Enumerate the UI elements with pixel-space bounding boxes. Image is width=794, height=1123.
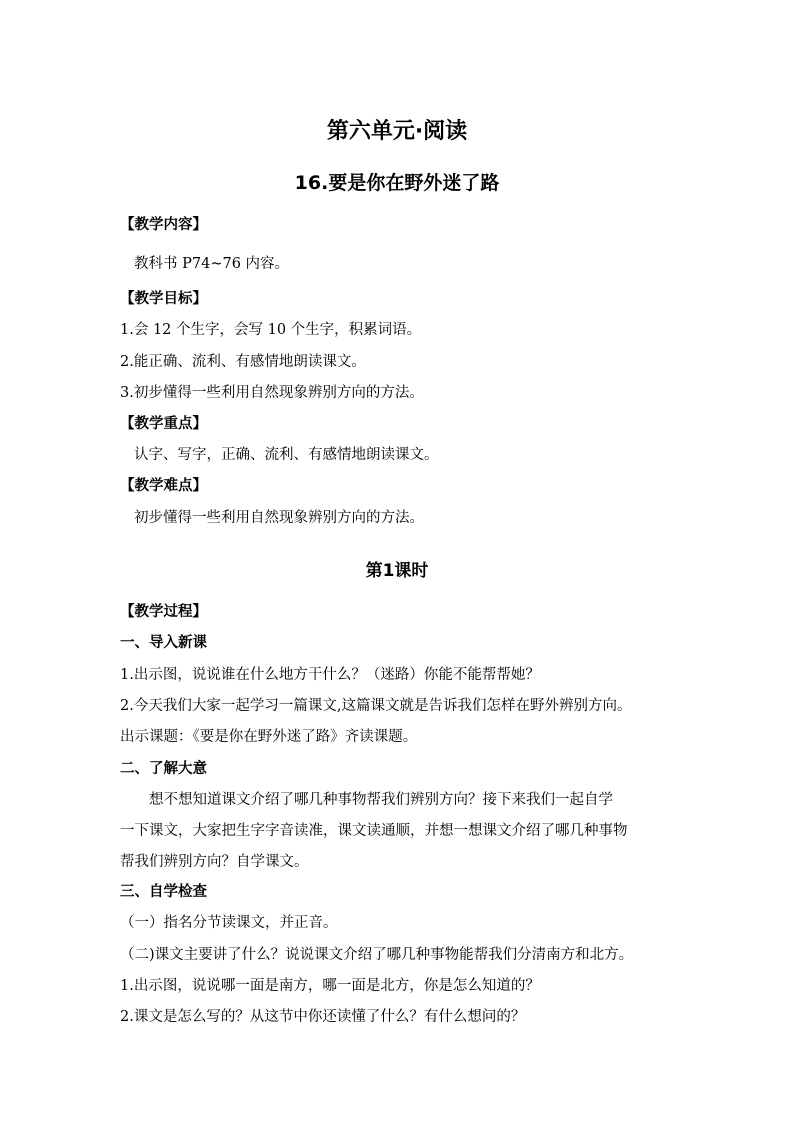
key-text: 认字、写字，正确、流利、有感情地朗读课文。 [134, 447, 439, 463]
section3-line: 1.出示图，说说哪一面是南方，哪一面是北方，你是怎么知道的？ [120, 978, 540, 994]
lesson-title: 16.要是你在野外迷了路 [294, 172, 500, 194]
section1-line: 2.今天我们大家一起学习一篇课文,这篇课文就是告诉我们怎样在野外辨别方向。 [120, 698, 632, 714]
content-heading: 【教学内容】 [120, 217, 207, 233]
section2-line: 帮我们辨别方向？自学课文。 [120, 854, 309, 870]
goal-item: 2.能正确、流利、有感情地朗读课文。 [120, 354, 366, 370]
section3-line: 2.课文是怎么写的？从这节中你还读懂了什么？有什么想问的？ [120, 1009, 526, 1025]
section2-line: 想不想知道课文介绍了哪几种事物帮我们辨别方向？接下来我们一起自学 [149, 792, 613, 808]
section1-line: 1.出示图，说说谁在什么地方干什么？（迷路）你能不能帮帮她？ [120, 667, 540, 683]
section3-line: （二)课文主要讲了什么？说说课文介绍了哪几种事物能帮我们分清南方和北方。 [120, 947, 634, 963]
process-heading: 【教学过程】 [120, 604, 207, 620]
section2-heading: 二、了解大意 [120, 761, 207, 777]
content-text: 教科书 P74~76 内容。 [134, 256, 290, 272]
section2-line: 一下课文，大家把生字字音读准，课文读通顺，并想一想课文介绍了哪几种事物 [120, 823, 628, 839]
goal-item: 3.初步懂得一些利用自然现象辨别方向的方法。 [120, 385, 424, 401]
goal-item: 1.会 12 个生字，会写 10 个生字，积累词语。 [120, 322, 422, 338]
section1-line: 出示课题：《要是你在野外迷了路》齐读课题。 [120, 729, 418, 745]
difficult-text: 初步懂得一些利用自然现象辨别方向的方法。 [134, 510, 424, 526]
period-title: 第1课时 [365, 561, 429, 581]
key-heading: 【教学重点】 [120, 416, 207, 432]
section3-heading: 三、自学检查 [120, 884, 207, 900]
difficult-heading: 【教学难点】 [120, 478, 207, 494]
goals-heading: 【教学目标】 [120, 291, 207, 307]
unit-title: 第六单元·阅读 [326, 119, 468, 144]
section1-heading: 一、导入新课 [120, 635, 207, 651]
section3-line: （一）指名分节读课文，并正音。 [120, 915, 338, 931]
